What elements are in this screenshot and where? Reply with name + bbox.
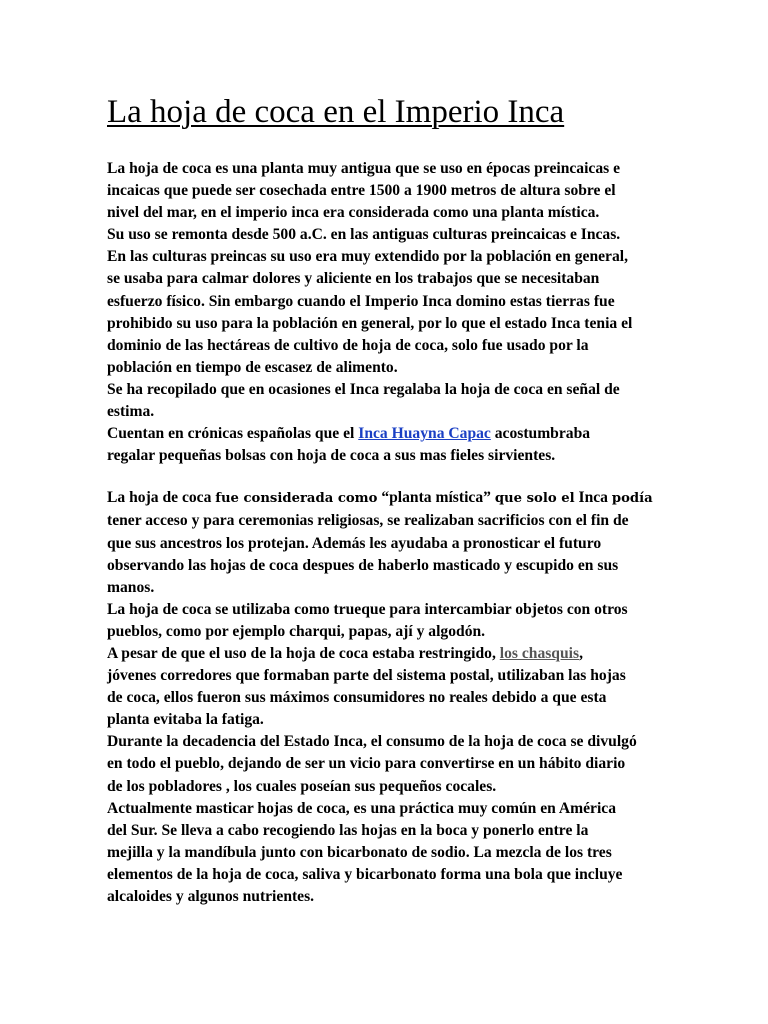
text-line: de coca, ellos fueron sus máximos consumidores no reales debido a que esta [107,689,607,707]
text-segment: “planta mística” [377,489,495,507]
text-line: La hoja de coca es una planta muy antigua que se uso en épocas preincaicas e [107,160,621,177]
text-line: manos. [107,578,155,596]
text-segment-alt-font: que solo el [494,491,575,507]
text-segment: , [579,644,583,662]
text-segment: A pesar de que el uso de la hoja de coca estaba restringido, [107,644,500,662]
document-body [107,92,667,908]
text-line: Actualmente masticar hojas de coca, es una práctica muy común en América [107,799,617,817]
text-line: de los pobladores , los cuales poseían sus pequeños cocales. [107,777,497,795]
text-line: estima. [107,403,155,421]
los-chasquis-link[interactable]: los chasquis [499,644,580,662]
text-line: incaicas que puede ser cosechada entre 1500 a 1900 metros de altura sobre el [107,182,616,200]
text-line: pueblos, como por ejemplo charqui, papas, ají y algodón. [107,622,486,640]
text-line: nivel del mar, en el imperio inca era considerada como una planta mística. [107,204,600,222]
paragraph-block-1 [107,158,667,467]
text-line: jóvenes corredores que formaban parte del sistema postal, utilizaban las hojas [107,667,626,685]
text-segment: acostumbraba [490,425,591,443]
text-segment-alt-font: fue considerada como [215,491,378,507]
text-line: que sus ancestros los protejan. Además les ayudaba a pronosticar el futuro [107,534,602,552]
text-segment: La hoja de coca [107,489,216,507]
text-line: mejilla y la mandíbula junto con bicarbonato de sodio. La mezcla de los tres [107,843,612,861]
text-line: prohibido su uso para la población en general, por lo que el estado Inca tenia el [107,314,633,332]
text-line: tener acceso y para ceremonias religiosas, se realizaban sacrificios con el fin de [107,512,629,530]
paragraph-block-2 [107,487,667,908]
text-line: alcaloides y algunos nutrientes. [107,888,315,905]
text-line: Su uso se remonta desde 500 a.C. en las antiguas culturas preincaicas e Incas. [107,226,621,244]
text-line: Durante la decadencia del Estado Inca, el consumo de la hoja de coca se divulgó [107,733,637,751]
text-line: regalar pequeñas bolsas con hoja de coca a sus mas fieles sirvientes. [107,447,556,465]
text-line: elementos de la hoja de coca, saliva y bicarbonato forma una bola que incluye [107,865,623,883]
text-line: del Sur. Se lleva a cabo recogiendo las hojas en la boca y ponerlo entre la [107,821,589,839]
text-segment: Cuentan en crónicas españolas que el [107,425,359,443]
text-line-mixed-font [107,487,667,510]
document-title: La hoja de coca en el Imperio Inca [107,94,565,130]
text-line: dominio de las hectáreas de cultivo de hoja de coca, solo fue usado por la [107,336,589,354]
text-line-with-link [107,423,667,445]
text-line: planta evitaba la fatiga. [107,711,264,729]
text-line: En las culturas preincas su uso era muy extendido por la población en general, [107,248,628,266]
text-line: esfuerzo físico. Sin embargo cuando el Imperio Inca domino estas tierras fue [107,292,615,310]
text-line: observando las hojas de coca despues de haberlo masticado y escupido en sus [107,556,619,574]
text-line: La hoja de coca se utilizaba como trueque para intercambiar objetos con otros [107,600,628,618]
text-line: en todo el pueblo, dejando de ser un vicio para convertirse en un hábito diario [107,755,626,773]
inca-huayna-capac-link[interactable]: Inca Huayna Capac [358,425,491,443]
text-segment-alt-font: podía [611,491,653,507]
text-line: Se ha recopilado que en ocasiones el Inca regalaba la hoja de coca en señal de [107,380,620,398]
text-line: se usaba para calmar dolores y aliciente en los trabajos que se necesitaban [107,270,600,288]
text-line-with-link [107,643,667,665]
text-segment: Inca [574,489,612,507]
text-line: población en tiempo de escasez de alimento. [107,358,398,376]
